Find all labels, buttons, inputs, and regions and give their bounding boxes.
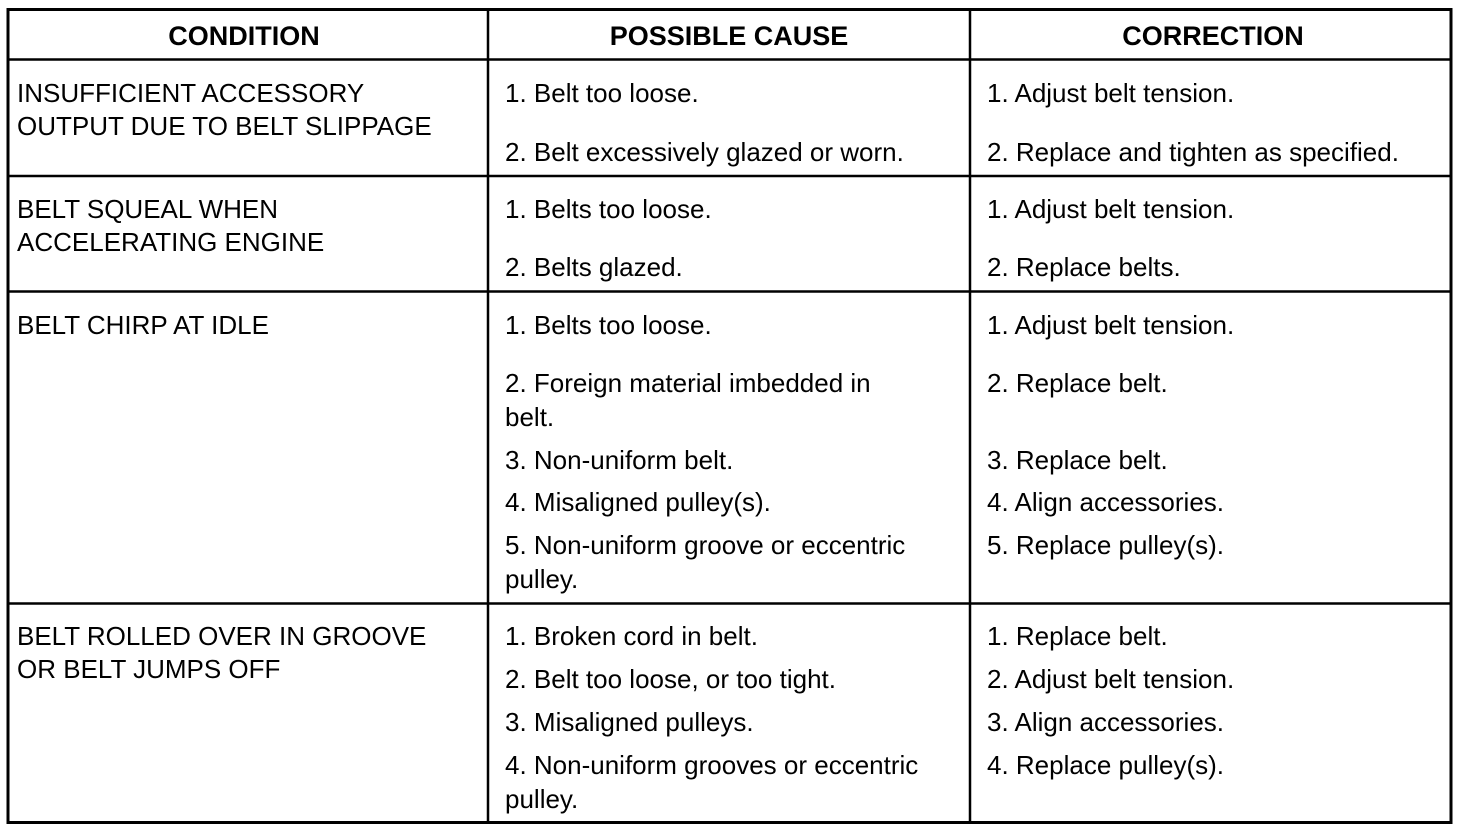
correction-line: 2. Replace and tighten as specified. [987, 137, 1399, 167]
cause-item [505, 664, 836, 694]
correction-item [987, 445, 1168, 475]
correction-line: 2. Replace belt. [987, 368, 1168, 398]
cause-item [505, 78, 699, 108]
cause-line: 2. Belts glazed. [505, 252, 683, 282]
condition-line: BELT ROLLED OVER IN GROOVE [17, 621, 427, 651]
condition-line: ACCELERATING ENGINE [17, 227, 325, 257]
cause-line: 3. Misaligned pulleys. [505, 707, 754, 737]
cause-item [505, 621, 758, 651]
correction-item [987, 664, 1234, 694]
cause-line: 1. Belts too loose. [505, 310, 712, 340]
cause-line: 5. Non-uniform groove or eccentric [505, 530, 906, 560]
cause-line: 4. Misaligned pulley(s). [505, 487, 771, 517]
correction-item [987, 530, 1224, 560]
correction-line: 5. Replace pulley(s). [987, 530, 1224, 560]
correction-item [987, 368, 1168, 398]
correction-line: 2. Adjust belt tension. [987, 664, 1235, 694]
condition-line: BELT CHIRP AT IDLE [17, 310, 269, 340]
correction-item [987, 310, 1234, 340]
cause-item [505, 445, 733, 475]
condition-text [17, 78, 432, 141]
cause-line: 2. Belt excessively glazed or worn. [505, 137, 904, 167]
correction-line: 1. Adjust belt tension. [987, 78, 1235, 108]
correction-item [987, 621, 1168, 651]
correction-item [987, 78, 1234, 108]
cause-item [505, 530, 913, 594]
condition-text [17, 310, 269, 340]
correction-line: 1. Adjust belt tension. [987, 194, 1235, 224]
correction-item [987, 707, 1224, 737]
cause-item [505, 310, 712, 340]
header-possible-cause: POSSIBLE CAUSE [609, 21, 849, 51]
condition-line: OUTPUT DUE TO BELT SLIPPAGE [17, 111, 432, 141]
cause-item [505, 252, 683, 282]
cause-item [505, 487, 771, 517]
cause-line: 4. Non-uniform grooves or eccentric [505, 750, 919, 780]
correction-line: 2. Replace belts. [987, 252, 1181, 282]
header-correction: CORRECTION [1122, 21, 1304, 51]
table-row [17, 621, 1234, 814]
cause-line: 3. Non-uniform belt. [505, 445, 734, 475]
correction-line: 3. Replace belt. [987, 445, 1168, 475]
condition-line: OR BELT JUMPS OFF [17, 654, 281, 684]
condition-line: BELT SQUEAL WHEN [17, 194, 279, 224]
cause-line: 1. Belts too loose. [505, 194, 712, 224]
cause-line: 1. Broken cord in belt. [505, 621, 758, 651]
correction-line: 3. Align accessories. [987, 707, 1225, 737]
cause-item [505, 707, 754, 737]
condition-text [17, 194, 324, 257]
correction-line: 4. Replace pulley(s). [987, 750, 1224, 780]
correction-item [987, 252, 1181, 282]
correction-line: 4. Align accessories. [987, 487, 1225, 517]
cause-item [505, 750, 926, 814]
table-row [17, 78, 1399, 167]
correction-line: 1. Replace belt. [987, 621, 1168, 651]
table-row [17, 310, 1234, 594]
correction-item [987, 137, 1399, 167]
cause-line: pulley. [505, 564, 579, 594]
condition-text [17, 621, 434, 684]
cause-item [505, 194, 712, 224]
correction-item [987, 487, 1224, 517]
cause-line: 1. Belt too loose. [505, 78, 699, 108]
condition-line: INSUFFICIENT ACCESSORY [17, 78, 364, 108]
correction-item [987, 750, 1224, 780]
cause-line: pulley. [505, 784, 579, 814]
cause-item [505, 137, 904, 167]
cause-line: 2. Belt too loose, or too tight. [505, 664, 836, 694]
table-header [168, 21, 1304, 51]
cause-line: belt. [505, 402, 555, 432]
header-condition: CONDITION [168, 21, 320, 51]
cause-line: 2. Foreign material imbedded in [505, 368, 871, 398]
correction-line: 1. Adjust belt tension. [987, 310, 1235, 340]
correction-item [987, 194, 1234, 224]
table-row [17, 194, 1234, 282]
cause-item [505, 368, 878, 432]
